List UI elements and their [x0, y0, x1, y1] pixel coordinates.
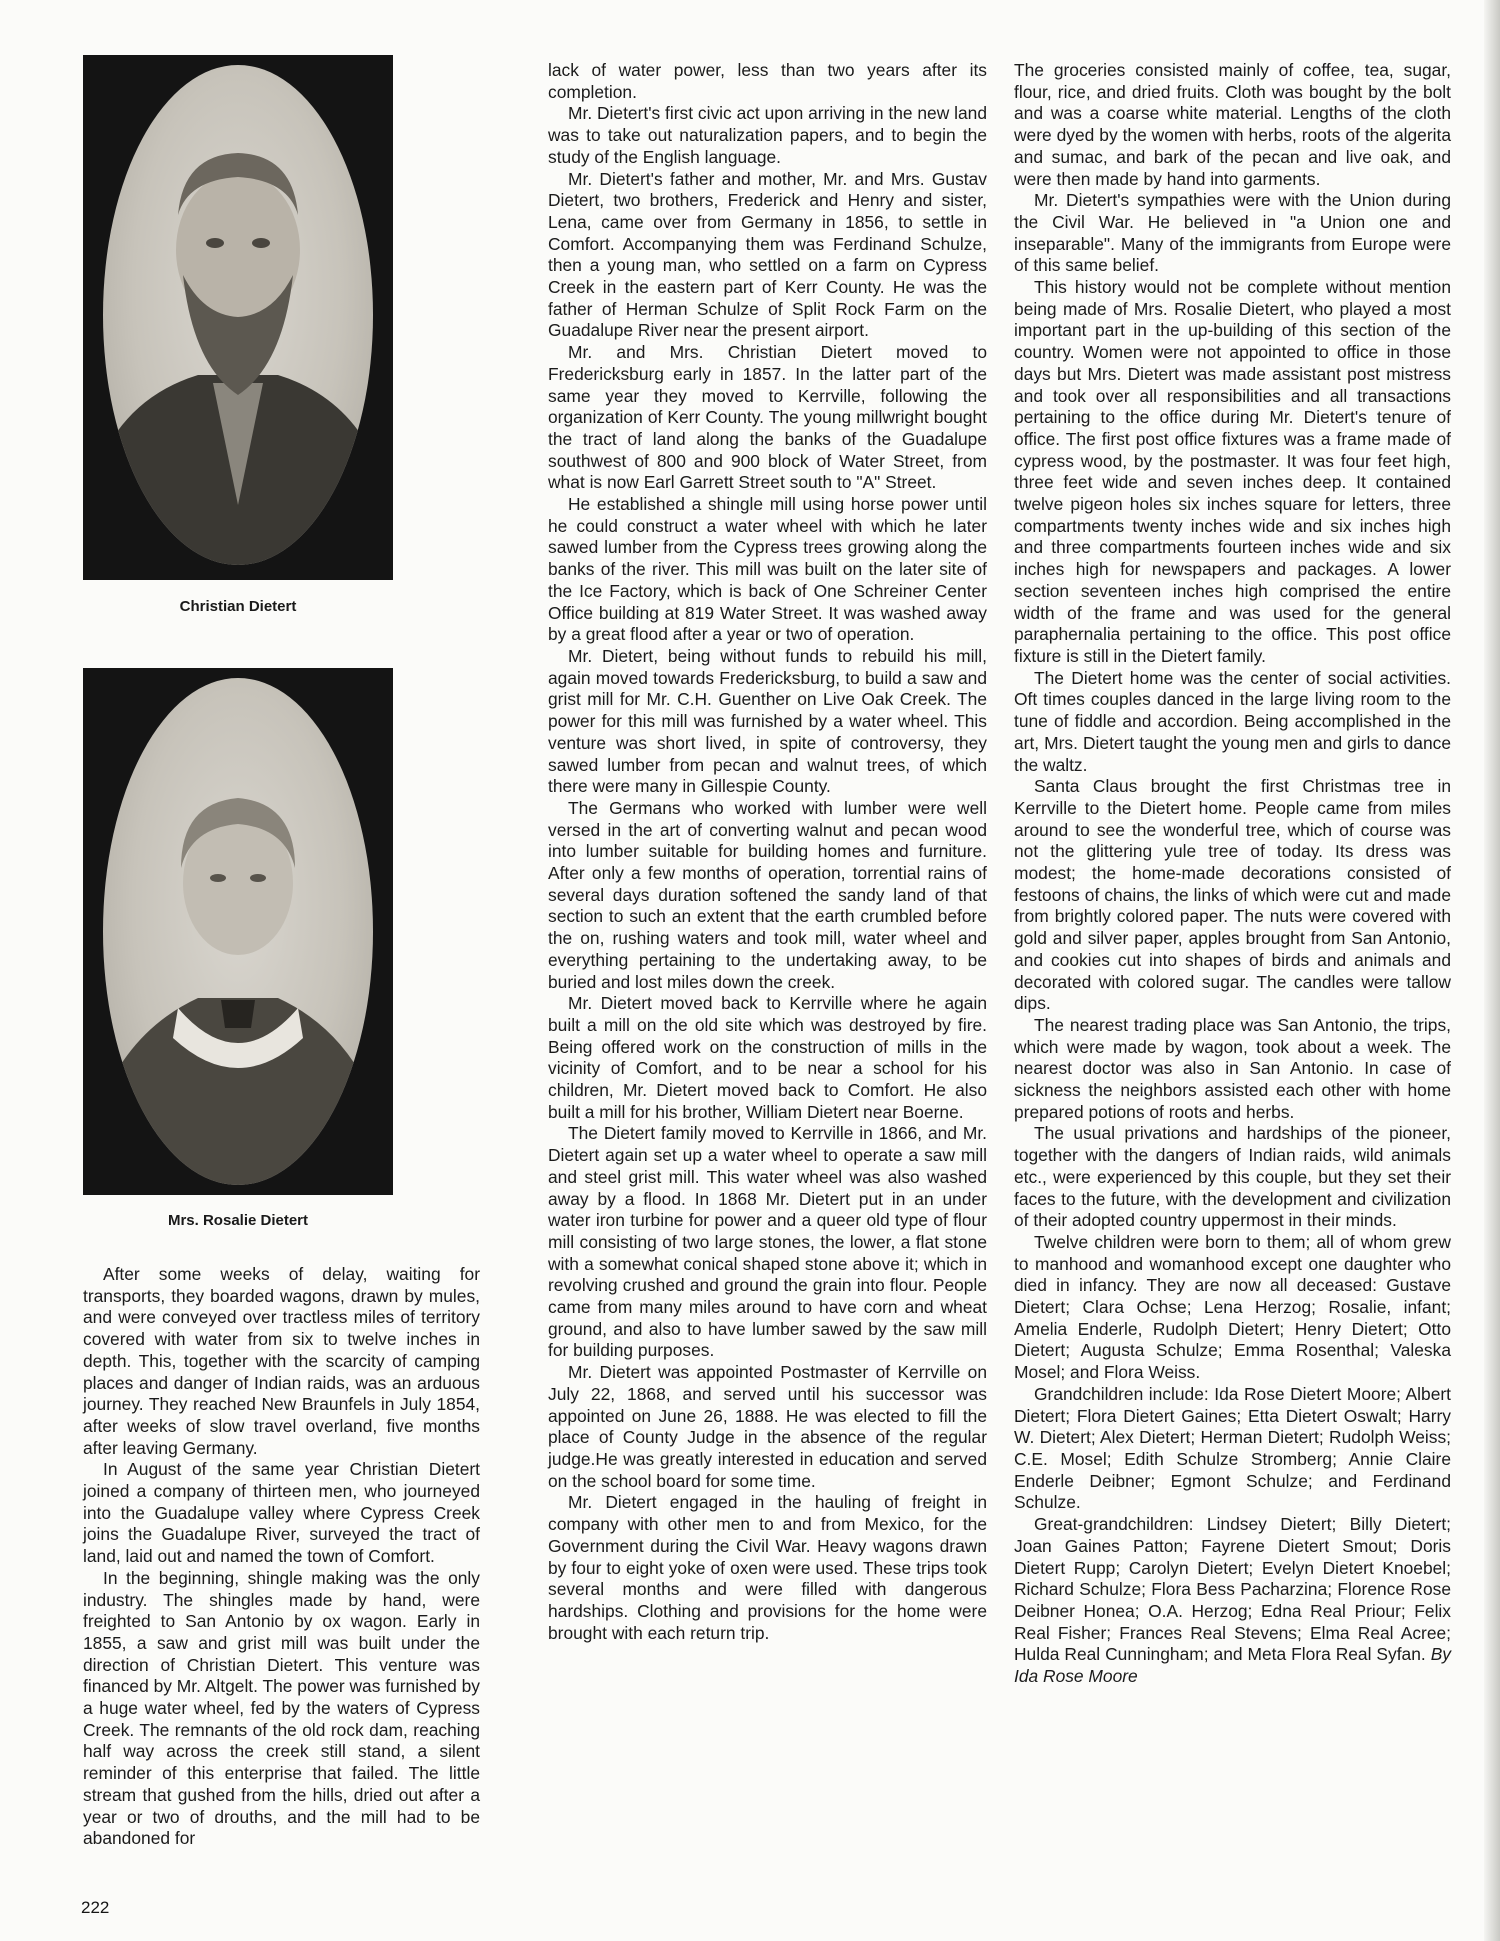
photo-caption: Mrs. Rosalie Dietert [167, 1212, 309, 1229]
paragraph: Grandchildren include: Ida Rose Dietert Moore; Albert Dietert; Flora Dietert Gaines; Etta Dietert Oswalt; Harry W. Dietert; Alex Dietert; Herman Dietert; Rudolph Weiss; C.E. Mosel; Edith Schulze Stromberg; Annie Claire Enderle Deibner; Egmont Schulze; and Ferdinand Schulze. [1014, 1383, 1451, 1513]
paragraph: He established a shingle mill using horse power until he could construct a water wheel with which he later sawed lumber from the Cypress trees growing along the banks of the river. This mill was built on the later site of the Ice Factory, which is back of One Schreiner Center Office building at 819 Water Street. It was washed away by a great flood after a year or two of operation. [548, 494, 987, 645]
paragraph: Mr. Dietert's first civic act upon arriving in the new land was to take out naturalization papers, and to begin the study of the English language. [548, 103, 987, 167]
paragraph: Mr. Dietert's father and mother, Mr. and Mrs. Gustav Dietert, two brothers, Frederick and Henry and sister, Lena, came over from Germany in 1856, to settle in Comfort. Accompanying them was Ferdinand Schulze, then a young man, who settled on a farm on Cypress Creek in the eastern part of Kerr County. He was the father of Herman Schulze of Split Rock Farm on the Guadalupe River near the present airport. [548, 168, 987, 341]
oval-portrait [103, 65, 373, 565]
paragraph: The nearest trading place was San Antonio, the trips, which were made by wagon, took about a week. The nearest doctor was also in San Antonio. In case of sickness the neighbors assisted each other with home prepared potions of roots and herbs. [1014, 1014, 1451, 1122]
paragraph: Mr. and Mrs. Christian Dietert moved to Fredericksburg early in 1857. In the latter part of the same year they moved to Kerrville, following the organization of Kerr County. The young millwright bought the tract of land along the banks of the Guadalupe southwest of 800 and 900 block of Water Street, from what is now Earl Garrett Street south to "A" Street. [548, 342, 987, 493]
column-3-text [1014, 60, 1451, 1688]
paragraph: In August of the same year Christian Dietert joined a company of thirteen men, who journeyed into the Guadalupe valley where Cypress Creek joins the Guadalupe River, surveyed the tract of land, laid out and named the town of Comfort. [83, 1459, 480, 1567]
paragraph: Mr. Dietert engaged in the hauling of freight in company with other men to and from Mexico, for the Government during the Civil War. Heavy wagons drawn by four to eight yoke of oxen were used. These trips took several months and were filled with dangerous hardships. Clothing and provisions for the home were brought with each return trip. [548, 1492, 987, 1643]
paragraph: Santa Claus brought the first Christmas tree in Kerrville to the Dietert home. People came from miles around to see the wonderful tree, which of course was not the glittering yule tree of today. Its dress was modest; the home-made decorations consisted of festoons of chains, the links of which were cut and made from brightly colored paper. The nuts were covered with gold and silver paper, apples brought from San Antonio, and cookies cut into shapes of birds and animals and decorated with colored sugar. The candles were tallow dips. [1014, 776, 1451, 1014]
photo-rosalie-dietert [83, 668, 393, 1195]
paragraph: Twelve children were born to them; all of whom grew to manhood and womanhood except one daughter who died in infancy. They are now all deceased: Gustave Dietert; Clara Ochse; Lena Herzog; Rosalie, infant; Amelia Enderle, Rudolph Dietert; Henry Dietert; Otto Dietert; Augusta Schulze; Emma Rosenthal; Valeska Mosel; and Flora Weiss. [1014, 1231, 1451, 1383]
photo-caption: Christian Dietert [179, 598, 297, 615]
page-edge-shadow [1484, 0, 1500, 1941]
oval-portrait [103, 678, 373, 1185]
paragraph: The Germans who worked with lumber were well versed in the art of converting walnut and pecan wood into lumber suitable for building homes and furniture. After only a few months of operation, torrential rains of several days duration softened the sandy land of that section to such an extent that the earth crumbled before the on, rushing waters and took mill, water wheel and everything pertaining to the undertaking away, to be buried and lost miles down the creek. [548, 797, 987, 992]
paragraph: In the beginning, shingle making was the only industry. The shingles made by hand, were freighted to San Antonio by ox wagon. Early in 1855, a saw and grist mill was built under the direction of Christian Dietert. This venture was financed by Mr. Altgelt. The power was furnished by a huge water wheel, fed by the waters of Cypress Creek. The remnants of the old rock dam, reaching half way across the creek still stand, a silent reminder of this enterprise that failed. The little stream that gushed from the hills, dried out after a year or two of drouths, and the mill had to be abandoned for [83, 1567, 480, 1849]
page-number: 222 [81, 1898, 110, 1917]
paragraph: The Dietert home was the center of social activities. Oft times couples danced in the large living room to the tune of fiddle and accordion. Being accomplished in the art, Mrs. Dietert taught the young men and girls to dance the waltz. [1014, 667, 1451, 775]
paragraph: The Dietert family moved to Kerrville in 1866, and Mr. Dietert again set up a water wheel to operate a saw mill and steel grist mill. This water wheel was also washed away by a flood. In 1868 Mr. Dietert put in an under water iron turbine for power and a queer old type of flour mill consisting of two large stones, the lower, a flat stone with a somewhat conical shaped stone above it; which in revolving crushed and ground the grain into flour. People came from many miles around to have corn and wheat ground, and also to have lumber sawed by the saw mill for building purposes. [548, 1123, 987, 1361]
column-2-text [548, 60, 987, 1644]
portrait-woman-icon [103, 678, 373, 1185]
paragraph: The groceries consisted mainly of coffee, tea, sugar, flour, rice, and dried fruits. Cloth was bought by the bolt and was a coarse white material. Lengths of the cloth were dyed by the women with herbs, roots of the algerita and sumac, and bark of the pecan and live oak, and were then made by hand into garments. [1014, 60, 1451, 189]
column-1-text [83, 1264, 480, 1850]
paragraph-with-byline [1014, 1514, 1451, 1688]
paragraph: After some weeks of delay, waiting for transports, they boarded wagons, drawn by mules, and were conveyed over tractless miles of territory covered with water from six to twelve inches in depth. This, together with the scarcity of camping places and danger of Indian raids, was an arduous journey. They reached New Braunfels in July 1854, after weeks of slow travel overland, five months after leaving Germany. [83, 1264, 480, 1458]
paragraph: Mr. Dietert's sympathies were with the Union during the Civil War. He believed in "a Union one and inseparable". Many of the immigrants from Europe were of this same belief. [1014, 190, 1451, 276]
portrait-man-icon [103, 65, 373, 565]
paragraph: This history would not be complete without mention being made of Mrs. Rosalie Dietert, who played a most important part in the up-building of this section of the country. Women were not appointed to office in those days but Mrs. Dietert was made assistant post mistress and took over all responsibilities and all transactions pertaining to the office during Mr. Dietert's tenure of office. The first post office fixtures was a frame made of cypress wood, by the postmaster. It was four feet high, three feet wide and seven inches deep. It contained twelve pigeon holes six inches square for letters, three compartments twenty inches wide and six inches high and three compartments fourteen inches wide and six inches high for newspapers and packages. A lower section seventeen inches high comprised the entire width of the frame and was used for the general paraphernalia pertaining to the office. This post office fixture is still in the Dietert family. [1014, 277, 1451, 666]
paragraph: Mr. Dietert moved back to Kerrville where he again built a mill on the old site which was destroyed by fire. Being offered work on the construction of mills in the vicinity of Comfort, and to be near a school for his children, Mr. Dietert moved back to Comfort. He also built a mill for his brother, William Dietert near Boerne. [548, 993, 987, 1122]
paragraph: lack of water power, less than two years after its completion. [548, 60, 987, 102]
paragraph: Mr. Dietert was appointed Postmaster of Kerrville on July 22, 1868, and served until his successor was appointed on June 26, 1888. He was elected to fill the place of County Judge in the absence of the regular judge.He was greatly interested in education and served on the school board for some time. [548, 1362, 987, 1491]
photo-christian-dietert [83, 55, 393, 580]
byline: By Ida Rose Moore [1014, 1644, 1451, 1687]
paragraph: Mr. Dietert, being without funds to rebuild his mill, again moved towards Fredericksburg, to build a saw and grist mill for Mr. C.H. Guenther on Live Oak Creek. The power for this mill was furnished by a water wheel. This venture was short lived, in spite of controversy, they sawed lumber from pecan and walnut trees, of which there were many in Gillespie County. [548, 645, 987, 797]
paragraph: The usual privations and hardships of the pioneer, together with the dangers of Indian raids, wild animals etc., were experienced by this couple, but they set their faces to the future, with the development and civilization of their adopted country uppermost in their minds. [1014, 1123, 1451, 1231]
paragraph-text: Great-grandchildren: Lindsey Dietert; Billy Dietert; Joan Gaines Patton; Fayrene Dietert Smout; Doris Dietert Rupp; Carolyn Dietert; Evelyn Dietert Knoebel; Richard Schulze; Flora Bess Pacharzina; Florence Rose Deibner Honea; O.A. Herzog; Edna Real Priour; Felix Real Fisher; Frances Real Stevens; Elma Real Acree; Hulda Real Cunningham; and Meta Flora Real Syfan. [1014, 1514, 1451, 1665]
